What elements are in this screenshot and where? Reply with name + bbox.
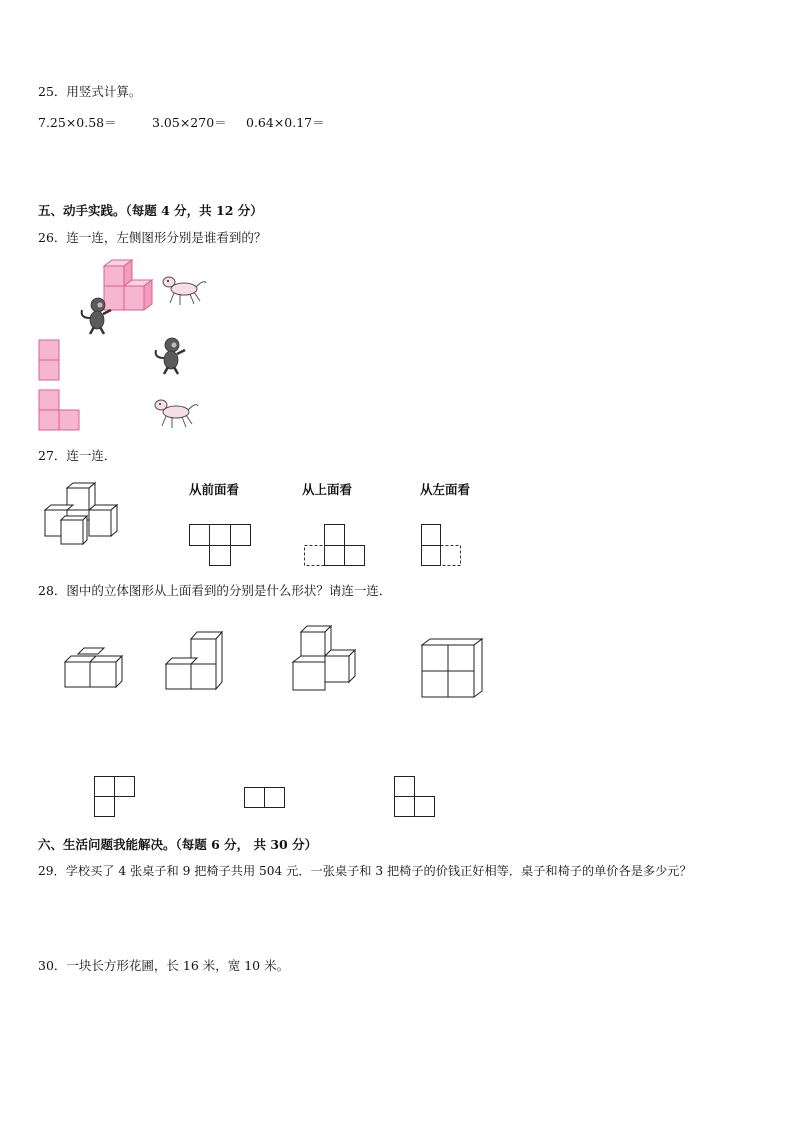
q28-top-view-2	[244, 787, 288, 809]
q26-title: 26．连一连，左侧图形分别是谁看到的？	[38, 230, 267, 245]
q25-expr-3: 0.64×0.17＝	[246, 115, 325, 130]
q27-title: 27．连一连．	[38, 448, 117, 463]
q26-view-two-stack	[38, 339, 62, 383]
q30-text: 30．一块长方形花圃，长 16 米，宽 10 米。	[38, 958, 290, 973]
q27-view-top-label: 从上面看	[302, 482, 353, 497]
q28-solid-3	[291, 624, 363, 696]
q28-top-view-3	[394, 776, 438, 820]
q28-solid-1	[64, 645, 128, 690]
dog-icon	[160, 273, 210, 309]
section5-heading: 五、动手实践。（每题 4 分，共 12 分）	[38, 203, 263, 218]
section6-heading: 六、生活问题我能解决。（每题 6 分， 共 30 分）	[38, 837, 318, 852]
q29-text: 29．学校买了 4 张桌子和 9 把椅子共用 504 元．一张桌子和 3 把椅子的价钱正好相等．桌子和椅子的单价各是多少元？	[38, 864, 692, 878]
q27-view-a	[189, 524, 253, 568]
q25-title: 25．用竖式计算。	[38, 84, 142, 99]
q28-solid-4	[420, 637, 486, 701]
q27-solid-figure	[43, 480, 138, 550]
monkey-icon	[152, 336, 192, 376]
monkey-icon	[78, 296, 118, 336]
q28-title: 28．图中的立体图形从上面看到的分别是什么形状？请连一连．	[38, 583, 392, 598]
q26-view-l-shape	[38, 389, 84, 433]
dog-icon	[152, 396, 202, 432]
q25-expr-1: 7.25×0.58＝	[38, 115, 117, 130]
q28-top-view-1	[94, 776, 138, 820]
q27-view-left-label: 从左面看	[420, 482, 471, 497]
q27-view-c	[421, 524, 465, 568]
q28-solid-2	[164, 630, 228, 692]
q27-view-front-label: 从前面看	[189, 482, 240, 497]
q25-expr-2: 3.05×270＝	[152, 115, 227, 130]
q27-view-b	[304, 524, 368, 568]
